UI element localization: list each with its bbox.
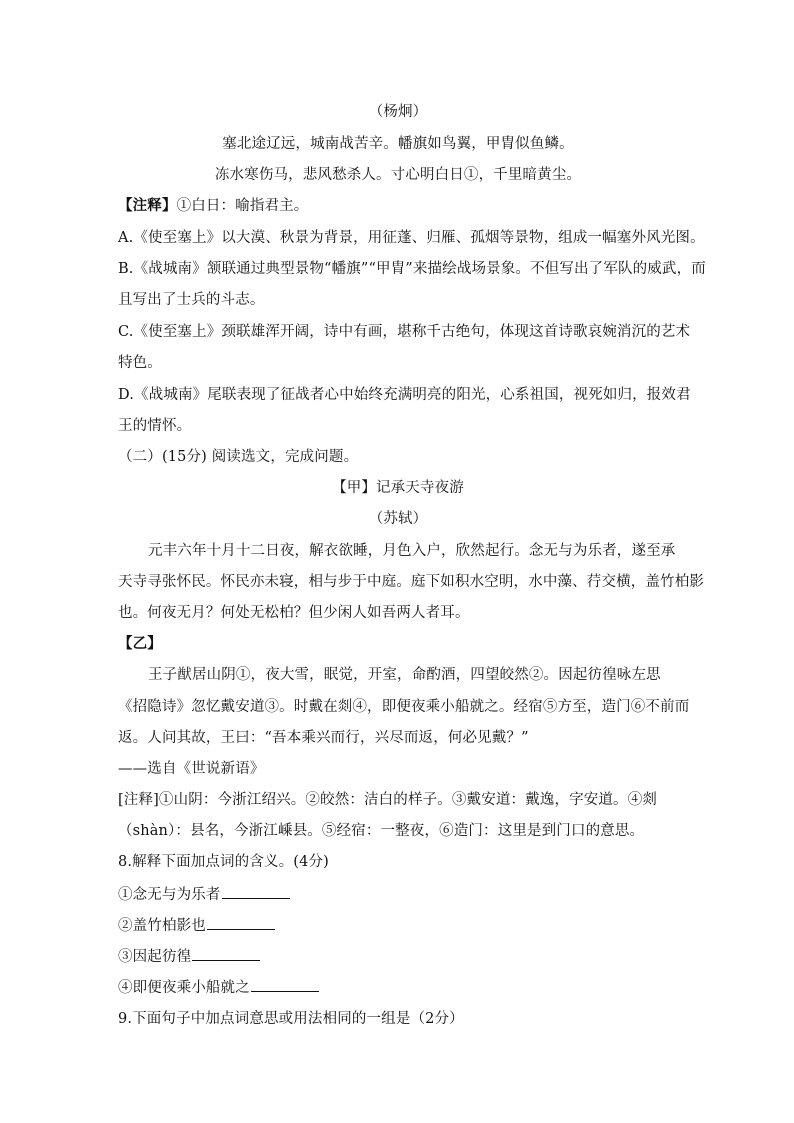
question-8-item-4-text: ④即便夜乘小船就之	[118, 980, 250, 996]
section-heading: （二）(15分) 阅读选文，完成问题。	[118, 449, 359, 465]
jia-paragraph-line-3: 也。何夜无月？何处无松柏？但少闲人如吾两人者耳。	[118, 605, 470, 621]
poem-line-2: 冻水寒伤马，悲风愁杀人。寸心明白日①，千里暗黄尘。	[214, 167, 582, 183]
answer-blank-1[interactable]	[222, 884, 290, 899]
answer-blank-2[interactable]	[207, 915, 275, 930]
option-a: A.《使至塞上》以大漠、秋景为背景，用征蓬、归雁、孤烟等景物，组成一幅塞外风光图。	[118, 230, 705, 246]
yi-notes-line-1: [注释]①山阴：今浙江绍兴。②皎然：洁白的样子。③戴安道：戴逸，字安道。④剡	[118, 792, 658, 808]
question-8-stem: 8.解释下面加点词的含义。(4分)	[118, 854, 329, 870]
jia-title: 【甲】记承天寺夜游	[332, 480, 464, 496]
option-c-line-1: C.《使至塞上》颈联雄浑开阔，诗中有画，堪称千古绝句，体现这首诗歌哀婉消沉的艺术	[118, 324, 691, 340]
question-8-item-3	[118, 946, 678, 967]
yi-paragraph-line-2: 《招隐诗》忽忆戴安道③。时戴在剡④，即便夜乘小船就之。经宿⑤方至，造门⑥不前而	[118, 699, 690, 715]
jia-author: （苏轼）	[368, 511, 428, 527]
yi-title: 【乙】	[118, 635, 162, 652]
question-8-item-2	[118, 915, 678, 936]
option-b-line-2: 且写出了士兵的斗志。	[118, 292, 265, 308]
question-9-stem: 9.下面句子中加点词意思或用法相同的一组是（2分）	[118, 1011, 464, 1027]
question-8-item-4	[118, 977, 678, 998]
note-label: 【注释】	[118, 197, 177, 214]
yi-source: ——选自《世说新语》	[118, 761, 265, 777]
jia-paragraph-line-2: 天寺寻张怀民。怀民亦未寝，相与步于中庭。庭下如积水空明，水中藻、荇交横，盖竹柏影	[118, 574, 704, 590]
question-8-item-1-text: ①念无与为乐者	[118, 887, 221, 903]
poem-line-1: 塞北途辽远，城南战苦辛。幡旗如鸟翼，甲胄似鱼鳞。	[222, 136, 574, 152]
option-d-line-2: 王的情怀。	[118, 418, 192, 434]
option-d-line-1: D.《战城南》尾联表现了征战者心中始终充满明亮的阳光，心系祖国，视死如归，报效君	[118, 387, 691, 403]
option-b-line-1: B.《战城南》颔联通过典型景物“幡旗”“甲胄”来描绘战场景象。不但写出了军队的威武，而	[118, 261, 706, 277]
yi-notes-line-2: （shàn）：县名，今浙江嵊县。⑤经宿：一整夜，⑥造门：这里是到门口的意思。	[118, 823, 645, 839]
answer-blank-3[interactable]	[192, 946, 260, 961]
poem-author: （杨炯）	[368, 104, 428, 120]
poem-note	[118, 196, 678, 216]
question-8-item-3-text: ③因起彷徨	[118, 949, 192, 965]
jia-paragraph-line-1: 元丰六年十月十二日夜，解衣欲睡，月色入户，欣然起行。念无与为乐者，遂至承	[148, 543, 676, 559]
option-c-line-2: 特色。	[118, 355, 162, 371]
note-text: ①白日：喻指君主。	[176, 198, 309, 214]
yi-paragraph-line-1: 王子猷居山阴①，夜大雪，眠觉，开室，命酌酒，四望皎然②。因起彷徨咏左思	[148, 667, 661, 683]
answer-blank-4[interactable]	[251, 977, 319, 992]
question-8-item-2-text: ②盖竹柏影也	[118, 918, 206, 934]
question-8-item-1	[118, 884, 678, 905]
yi-paragraph-line-3: 返。人问其故，王曰：“吾本乘兴而行，兴尽而返，何必见戴？”	[118, 730, 529, 746]
